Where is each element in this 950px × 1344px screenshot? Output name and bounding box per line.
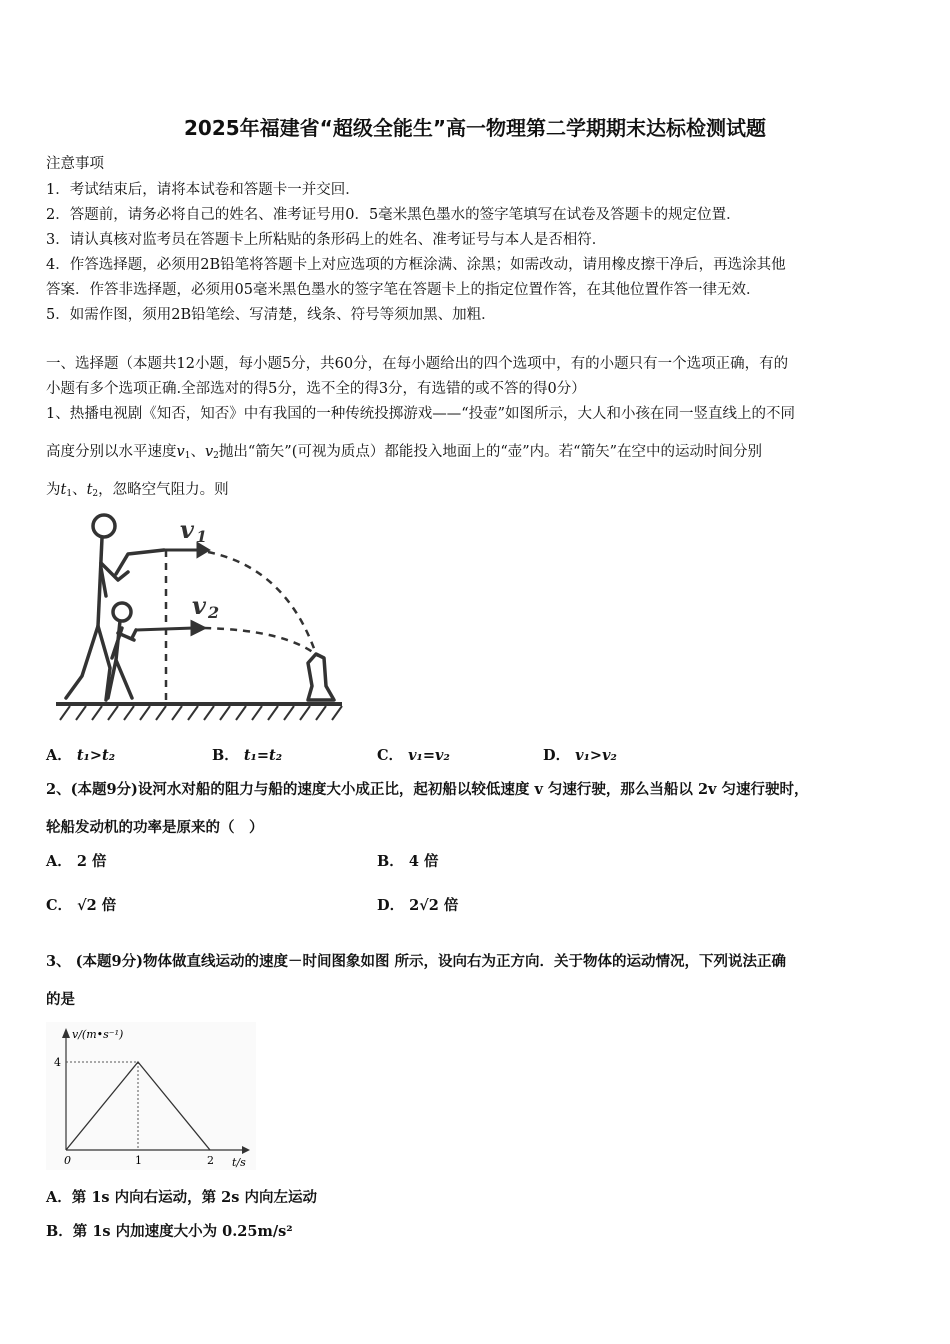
notice-item: 答案．作答非选择题，必须用05毫米黑色墨水的签字笔在答题卡上的指定位置作答，在其他位置作答一律无效． (46, 282, 761, 298)
option-text: √2 倍 (77, 897, 117, 914)
option-letter: D． (543, 747, 571, 764)
q3-option-a[interactable] (46, 1186, 317, 1207)
child-arm (132, 630, 136, 638)
v1-label: v (180, 515, 194, 544)
q2-option-c[interactable] (46, 894, 116, 915)
option-text: v₁=v₂ (408, 747, 450, 764)
section-heading: 一、选择题（本题共12小题，每小题5分，共60分，在每小题给出的四个选项中，有的小题只有一个选项正确，有的 (46, 356, 789, 372)
q2-text: 2、(本题9分)设河水对船的阻力与船的速度大小成正比，起初船以较低速度 v 匀速行驶，那么当船以 2v 匀速行驶时， (46, 781, 809, 798)
y-axis-label: v/(m•s⁻¹) (72, 1028, 124, 1041)
v1-sub-label: 1 (196, 527, 208, 546)
q1-text: 为$t_1$、$t_2$，忽略空气阻力。则 (46, 482, 229, 499)
v2-arrowhead-icon (192, 622, 204, 634)
x-tick-label: 0 (64, 1154, 71, 1167)
option-letter: D． (377, 897, 405, 914)
option-letter: C． (377, 747, 404, 764)
adult-head-icon (93, 515, 115, 537)
v2-label: v (192, 591, 206, 620)
page-title: 2025年福建省“超级全能生”高一物理第二学期期末达标检测试题 (184, 116, 766, 140)
section-heading-cont: 小题有多个选项正确.全部选对的得5分，选不全的得3分，有选错的或不答的得0分） (46, 381, 586, 397)
q1-text-part: 为 (46, 482, 61, 498)
adult-legs (66, 626, 110, 700)
option-text: 4 倍 (408, 853, 439, 870)
q3-text: 3、 (本题9分)物体做直线运动的速度－时间图象如图 所示，设向右为正方向．关于物体的运动情况，下列说法正确 (46, 953, 786, 970)
option-text: t₁=t₂ (243, 747, 283, 764)
notice-item: 1．考试结束后，请将本试卷和答题卡一并交回． (46, 182, 360, 198)
option-letter: B． (212, 747, 239, 764)
v1-trajectory (208, 552, 316, 654)
q3-text: 的是 (46, 991, 75, 1008)
x-axis-label: t/s (232, 1156, 246, 1169)
option-text: 第 1s 内向右运动，第 2s 内向左运动 (71, 1189, 317, 1206)
q3-vt-chart (46, 1022, 256, 1170)
q2-text: 轮船发动机的功率是原来的（ ） (46, 819, 264, 836)
option-letter: B． (46, 1223, 73, 1240)
x-tick-label: 2 (207, 1154, 214, 1167)
adult-body (98, 538, 102, 626)
q2-option-d[interactable] (377, 894, 458, 915)
notice-item: 4．作答选择题，必须用2B铅笔将答题卡上对应选项的方框涂满、涂黑；如需改动，请用橡皮擦干净后，再选涂其他 (46, 257, 786, 273)
chart-background (46, 1022, 256, 1170)
q3-option-b[interactable] (46, 1220, 293, 1241)
notice-item: 5．如需作图，须用2B铅笔绘、写清楚，线条、符号等须加黑、加粗． (46, 307, 496, 323)
q1-text-part: 高度分别以水平速度 (46, 444, 177, 460)
q1-text: 1、热播电视剧《知否，知否》中有我国的一种传统投掷游戏——“投壶”如图所示，大人和小孩在同一竖直线上的不同 (46, 406, 796, 422)
q1-text: 高度分别以水平速度$v_1$、$v_2$抛出“箭矢”(可视为质点）都能投入地面上的“壶”内。若“箭矢”在空中的运动时间分别 (46, 444, 763, 461)
notice-item: 2．答题前，请务必将自己的姓名、准考证号用0．5毫米黑色墨水的签字笔填写在试卷及答题卡的规定位置． (46, 207, 741, 223)
q1-text-part: 抛出“箭矢”(可视为质点）都能投入地面上的“壶”内。若“箭矢”在空中的运动时间分别 (218, 444, 763, 460)
v2-trajectory (204, 628, 318, 656)
notice-heading: 注意事项 (46, 156, 104, 172)
q1-option-c[interactable] (377, 744, 450, 765)
q1-text-part: ，忽略空气阻力。则 (98, 482, 229, 498)
option-text: t₁>t₂ (76, 747, 116, 764)
pot-icon (308, 654, 334, 700)
option-text: 2√2 倍 (409, 897, 459, 914)
option-letter: B． (377, 853, 404, 870)
q1-option-a[interactable] (46, 744, 115, 765)
option-letter: A． (46, 853, 72, 870)
child-head-icon (113, 603, 131, 621)
option-letter: A． (46, 747, 72, 764)
ground-hatching (60, 706, 342, 720)
q1-figure (46, 508, 346, 726)
v2-sub-label: 2 (208, 603, 220, 622)
adult-arm-throw (116, 550, 164, 574)
y-tick-label: 4 (54, 1056, 61, 1069)
option-text: 2 倍 (76, 853, 107, 870)
option-text: 第 1s 内加速度大小为 0.25m/s² (72, 1223, 293, 1240)
child-body (108, 621, 134, 698)
option-text: v₁>v₂ (575, 747, 617, 764)
q1-option-d[interactable] (543, 744, 617, 765)
adult-arms (101, 563, 128, 596)
x-tick-label: 1 (135, 1154, 142, 1167)
notice-item: 3．请认真核对监考员在答题卡上所粘贴的条形码上的姓名、准考证号与本人是否相符． (46, 232, 607, 248)
option-letter: A． (46, 1189, 72, 1206)
q2-option-b[interactable] (377, 850, 438, 871)
q2-option-a[interactable] (46, 850, 106, 871)
q1-option-b[interactable] (212, 744, 282, 765)
option-letter: C． (46, 897, 73, 914)
